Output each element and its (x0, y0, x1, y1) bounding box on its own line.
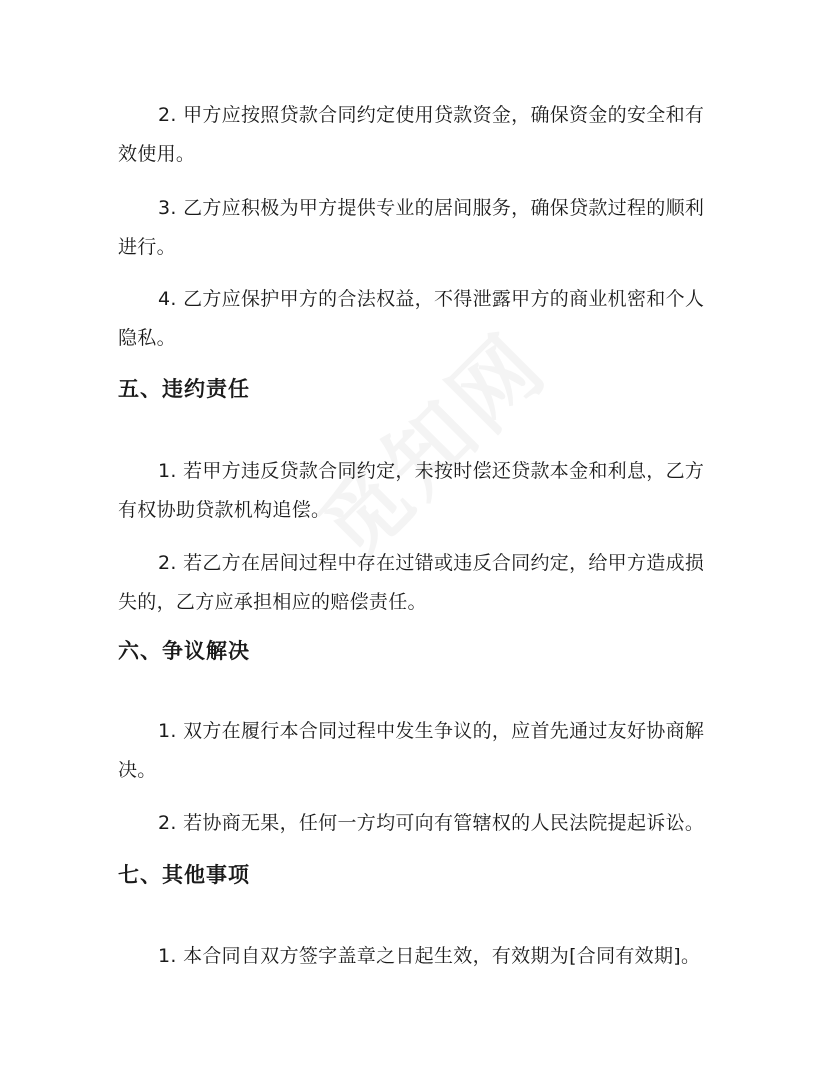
clause-paragraph: 2. 若乙方在居间过程中存在过错或违反合同约定，给甲方造成损失的，乙方应承担相应的赔偿责任。 (118, 552, 705, 613)
section-heading-other: 七、其他事项 (118, 863, 250, 887)
section-heading-breach: 五、违约责任 (118, 377, 250, 401)
clause-paragraph: 1. 双方在履行本合同过程中发生争议的，应首先通过友好协商解决。 (118, 720, 705, 781)
clause-paragraph: 2. 若协商无果，任何一方均可向有管辖权的人民法院提起诉讼。 (158, 812, 705, 834)
clause-paragraph: 2. 甲方应按照贷款合同约定使用贷款资金，确保资金的安全和有效使用。 (118, 104, 705, 165)
clause-paragraph: 3. 乙方应积极为甲方提供专业的居间服务，确保贷款过程的顺利进行。 (118, 197, 705, 258)
clause-paragraph: 4. 乙方应保护甲方的合法权益，不得泄露甲方的商业机密和个人隐私。 (118, 288, 705, 349)
section-heading-dispute: 六、争议解决 (118, 639, 250, 663)
clause-paragraph: 1. 本合同自双方签字盖章之日起生效，有效期为[合同有效期]。 (158, 945, 701, 967)
clause-paragraph: 1. 若甲方违反贷款合同约定，未按时偿还贷款本金和利息，乙方有权协助贷款机构追偿。 (118, 460, 705, 521)
